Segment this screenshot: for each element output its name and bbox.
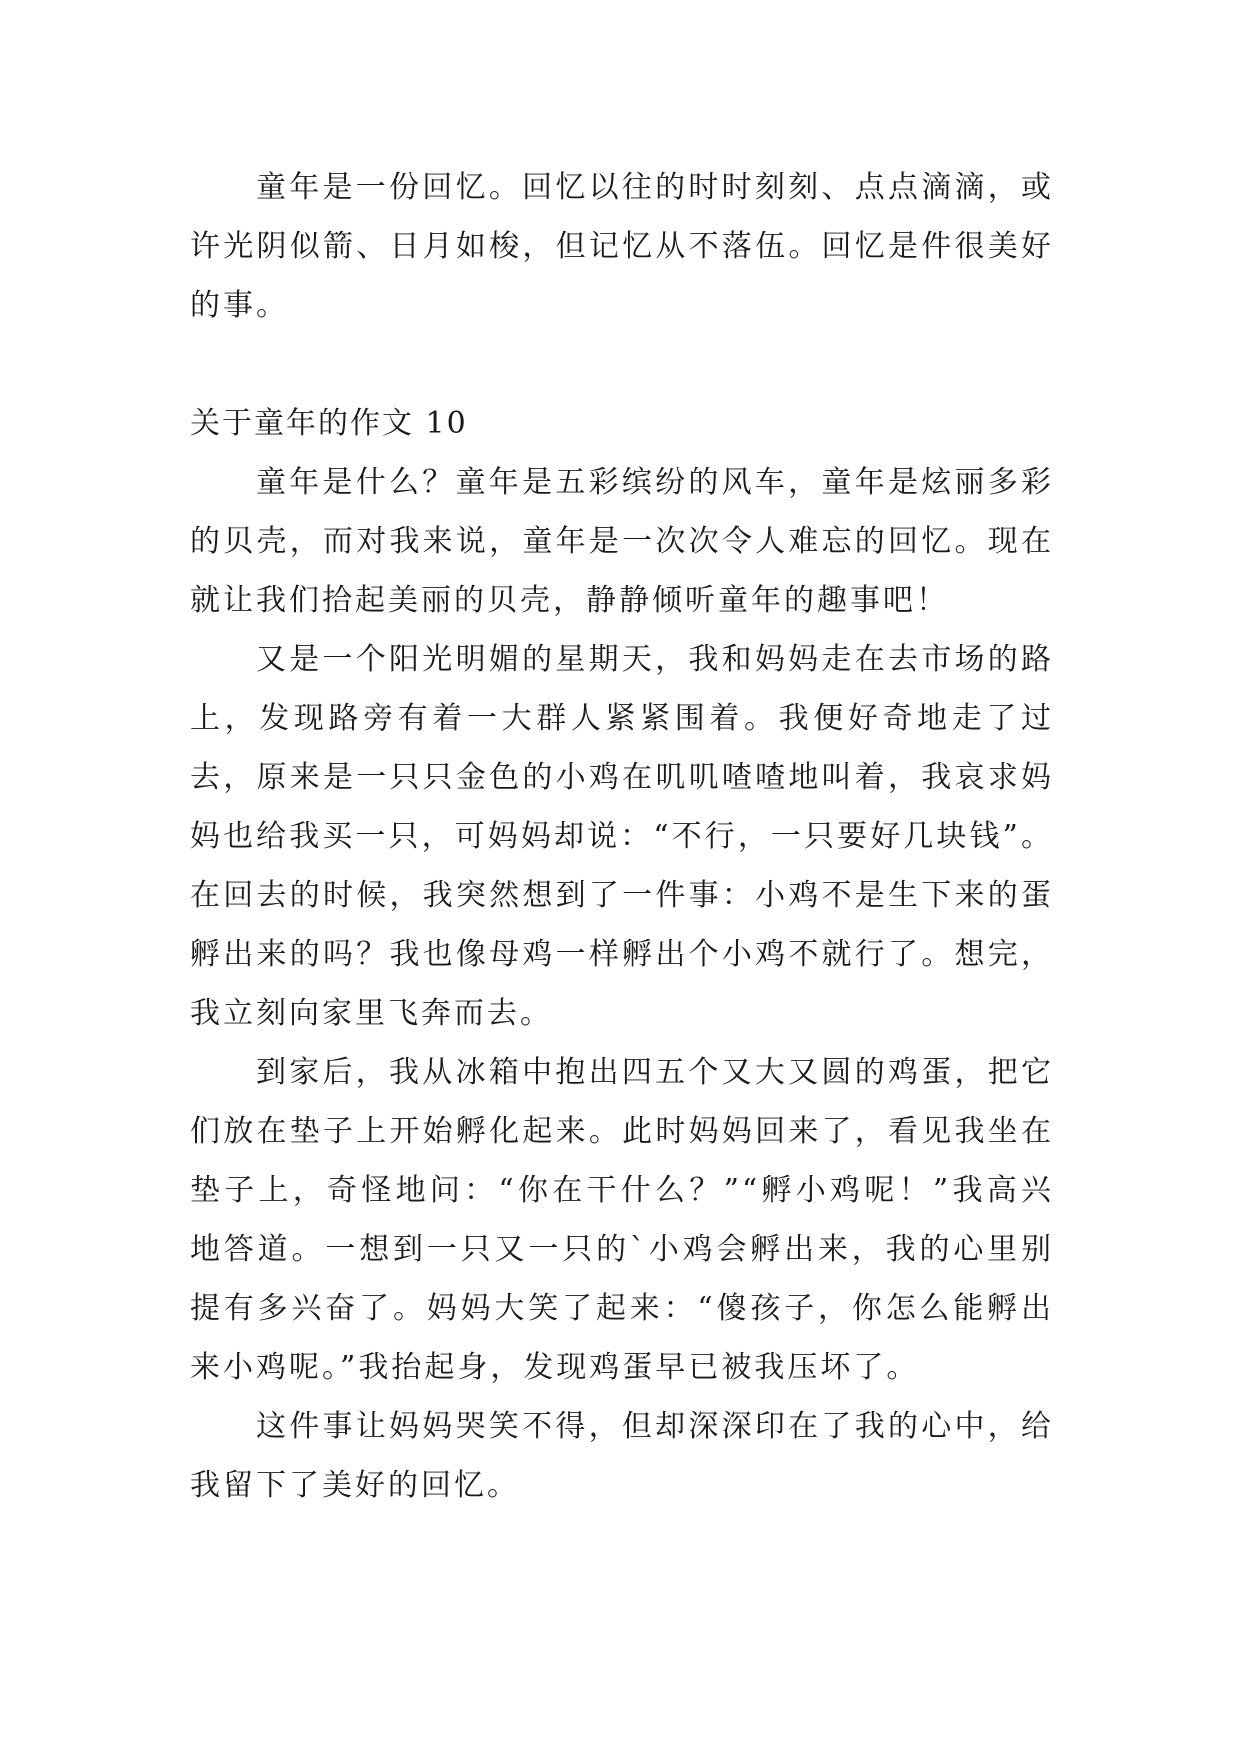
paragraph-1: 童年是什么？童年是五彩缤纷的风车，童年是炫丽多彩的贝壳，而对我来说，童年是一次次令人难忘的回忆。现在就让我们拾起美丽的贝壳，静静倾听童年的趣事吧！ [190,465,1054,618]
document-body [190,158,1054,1515]
section-heading: 关于童年的作文 10 [190,406,468,441]
intro-paragraph: 童年是一份回忆。回忆以往的时时刻刻、点点滴滴，或许光阴似箭、日月如梭，但记忆从不落伍。回忆是件很美好的事。 [190,170,1054,323]
paragraph-3: 到家后，我从冰箱中抱出四五个又大又圆的鸡蛋，把它们放在垫子上开始孵化起来。此时妈妈回来了，看见我坐在垫子上，奇怪地问：“你在干什么？”“孵小鸡呢！”我高兴地答道。一想到一只又一只的`小鸡会孵出来，我的心里别提有多兴奋了。妈妈大笑了起来：“傻孩子，你怎么能孵出来小鸡呢。”我抬起身，发现鸡蛋早已被我压坏了。 [190,1055,1054,1385]
paragraph-4: 这件事让妈妈哭笑不得，但却深深印在了我的心中，给我留下了美好的回忆。 [190,1409,1054,1503]
paragraph-2: 又是一个阳光明媚的星期天，我和妈妈走在去市场的路上，发现路旁有着一大群人紧紧围着。我便好奇地走了过去，原来是一只只金色的小鸡在叽叽喳喳地叫着，我哀求妈妈也给我买一只，可妈妈却说：“不行，一只要好几块钱”。在回去的时候，我突然想到了一件事：小鸡不是生下来的蛋孵出来的吗？我也像母鸡一样孵出个小鸡不就行了。想完，我立刻向家里飞奔而去。 [190,642,1054,1031]
paragraph-spacer [190,335,1054,394]
